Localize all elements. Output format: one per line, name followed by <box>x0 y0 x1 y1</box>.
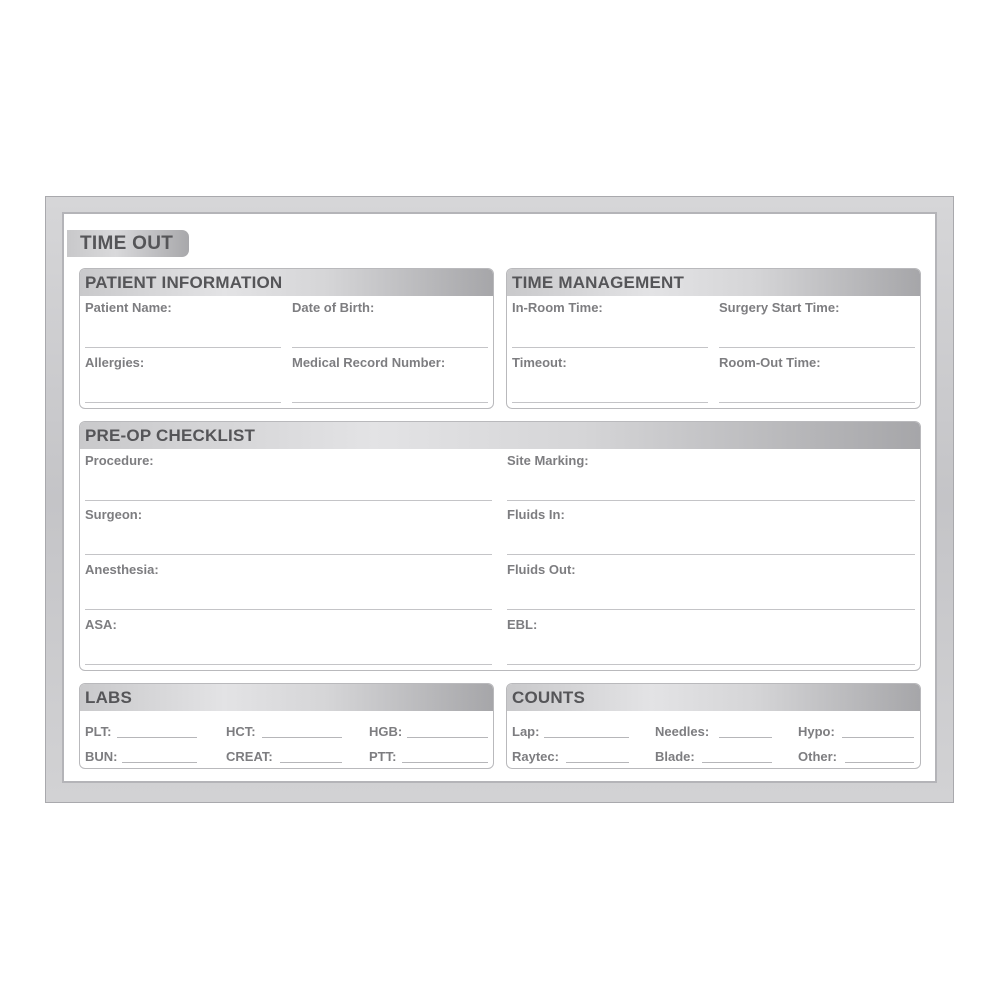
mrn-label: Medical Record Number: <box>292 355 446 370</box>
allergies-line[interactable] <box>85 402 281 403</box>
plt-line[interactable] <box>117 737 197 738</box>
raytec-line[interactable] <box>566 762 629 763</box>
ebl-label: EBL: <box>507 617 538 632</box>
timeout-label: Timeout: <box>512 355 567 370</box>
anesthesia-label: Anesthesia: <box>85 562 159 577</box>
allergies-label: Allergies: <box>85 355 145 370</box>
time-management-header: TIME MANAGEMENT <box>507 269 920 296</box>
patient-name-label: Patient Name: <box>85 300 172 315</box>
creat-label: CREAT: <box>226 749 273 764</box>
surgeon-line[interactable] <box>85 554 492 555</box>
blade-label: Blade: <box>655 749 695 764</box>
ptt-line[interactable] <box>402 762 488 763</box>
in-room-time-label: In-Room Time: <box>512 300 603 315</box>
plt-label: PLT: <box>85 724 112 739</box>
timeout-line[interactable] <box>512 402 708 403</box>
board-title: TIME OUT <box>67 230 189 257</box>
ebl-line[interactable] <box>507 664 915 665</box>
bun-line[interactable] <box>122 762 197 763</box>
needles-label: Needles: <box>655 724 710 739</box>
procedure-line[interactable] <box>85 500 492 501</box>
surgeon-label: Surgeon: <box>85 507 143 522</box>
fluids-out-label: Fluids Out: <box>507 562 576 577</box>
site-marking-label: Site Marking: <box>507 453 589 468</box>
fluids-out-line[interactable] <box>507 609 915 610</box>
asa-line[interactable] <box>85 664 492 665</box>
pre-op-checklist-panel <box>79 421 921 671</box>
creat-line[interactable] <box>280 762 342 763</box>
ptt-label: PTT: <box>369 749 397 764</box>
hgb-label: HGB: <box>369 724 403 739</box>
other-line[interactable] <box>845 762 914 763</box>
blade-line[interactable] <box>702 762 772 763</box>
lap-label: Lap: <box>512 724 540 739</box>
hypo-label: Hypo: <box>798 724 835 739</box>
in-room-time-line[interactable] <box>512 347 708 348</box>
counts-panel <box>506 683 921 769</box>
labs-panel <box>79 683 494 769</box>
fluids-in-label: Fluids In: <box>507 507 565 522</box>
room-out-time-label: Room-Out Time: <box>719 355 821 370</box>
pre-op-checklist-header: PRE-OP CHECKLIST <box>80 422 920 449</box>
patient-information-header: PATIENT INFORMATION <box>80 269 493 296</box>
room-out-time-line[interactable] <box>719 402 915 403</box>
anesthesia-line[interactable] <box>85 609 492 610</box>
mrn-line[interactable] <box>292 402 488 403</box>
surgery-start-time-label: Surgery Start Time: <box>719 300 840 315</box>
patient-name-line[interactable] <box>85 347 281 348</box>
raytec-label: Raytec: <box>512 749 559 764</box>
surgery-start-time-line[interactable] <box>719 347 915 348</box>
bun-label: BUN: <box>85 749 118 764</box>
labs-header: LABS <box>80 684 493 711</box>
lap-line[interactable] <box>544 737 629 738</box>
fluids-in-line[interactable] <box>507 554 915 555</box>
asa-label: ASA: <box>85 617 117 632</box>
dob-label: Date of Birth: <box>292 300 375 315</box>
hct-label: HCT: <box>226 724 256 739</box>
other-label: Other: <box>798 749 837 764</box>
counts-header: COUNTS <box>507 684 920 711</box>
site-marking-line[interactable] <box>507 500 915 501</box>
dob-line[interactable] <box>292 347 488 348</box>
hct-line[interactable] <box>262 737 342 738</box>
needles-line[interactable] <box>719 737 772 738</box>
patient-information-panel <box>79 268 494 409</box>
time-management-panel <box>506 268 921 409</box>
procedure-label: Procedure: <box>85 453 154 468</box>
hgb-line[interactable] <box>407 737 488 738</box>
hypo-line[interactable] <box>842 737 914 738</box>
